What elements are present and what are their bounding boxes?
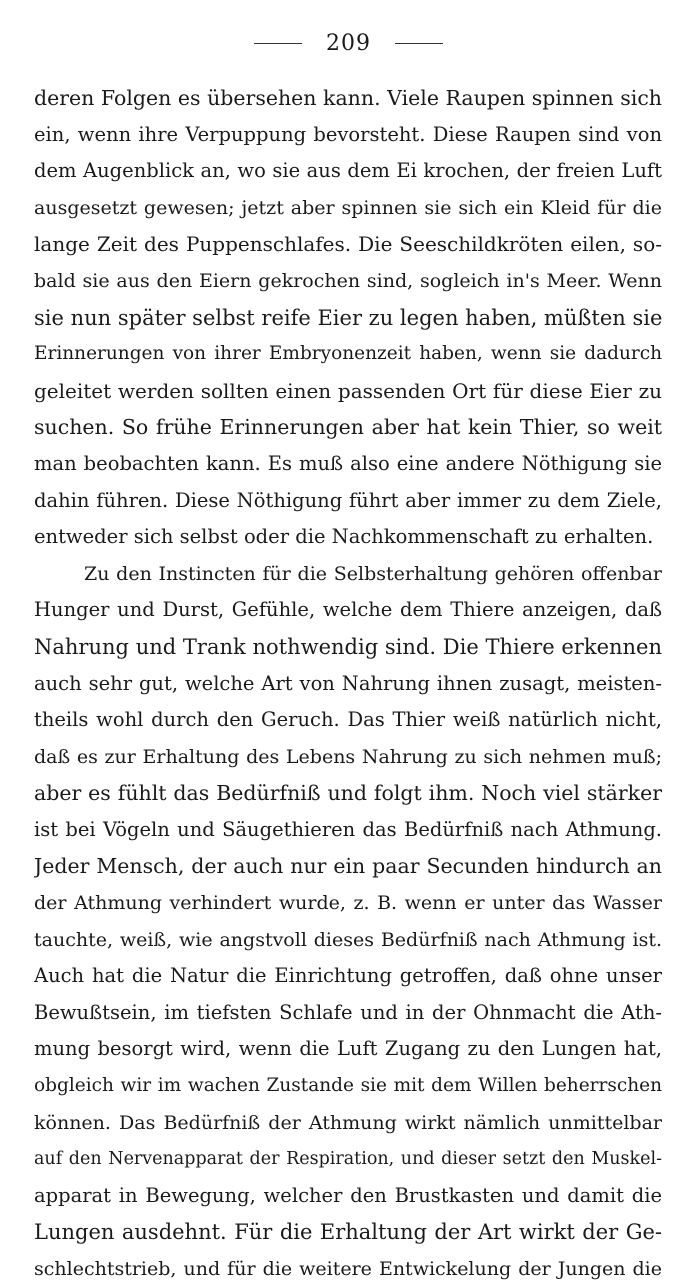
text-line: daß es zur Erhaltung des Lebens Nahrung zu sich nehmen muß;	[34, 745, 662, 768]
text-line: auch sehr gut, welche Art von Nahrung ihnen zusagt, meisten-	[34, 671, 662, 695]
text-line: Auch hat die Natur die Einrichtung getroffen, daß ohne unser	[34, 964, 662, 988]
text-line: aber es fühlt das Bedürfniß und folgt ihm. Noch viel stärker	[34, 781, 662, 806]
text-line: Bewußtsein, im tiefsten Schlafe und in der Ohnmacht die Ath-	[34, 1000, 662, 1024]
text-line: man beobachten kann. Es muß also eine andere Nöthigung sie	[34, 451, 662, 475]
text-line: ein, wenn ihre Verpuppung bevorsteht. Diese Raupen sind von	[34, 122, 662, 146]
text-line: Jeder Mensch, der auch nur ein paar Secunden hindurch an	[34, 854, 662, 879]
page-number: 209	[326, 30, 371, 56]
text-line: suchen. So frühe Erinnerungen aber hat kein Thier, so weit	[34, 415, 662, 440]
header-rule-right	[395, 43, 443, 44]
text-line: sie nun später selbst reife Eier zu legen haben, müßten sie	[34, 305, 662, 330]
text-line: Hunger und Durst, Gefühle, welche dem Thiere anzeigen, daß	[34, 598, 662, 622]
body-text	[34, 80, 662, 1288]
text-line: entweder sich selbst oder die Nachkommenschaft zu erhalten.	[34, 525, 654, 549]
text-line: ausgesetzt gewesen; jetzt aber spinnen sie sich ein Kleid für die	[34, 196, 662, 219]
text-line: theils wohl durch den Geruch. Das Thier weiß natürlich nicht,	[34, 708, 662, 732]
text-line: Erinnerungen von ihrer Embryonenzeit haben, wenn sie dadurch	[34, 343, 662, 365]
text-line: Nahrung und Trank nothwendig sind. Die Thiere erkennen	[34, 634, 662, 659]
text-line: lange Zeit des Puppenschlafes. Die Seeschildkröten eilen, so-	[34, 232, 662, 257]
text-line: Zu den Instincten für die Selbsterhaltung gehören offenbar	[84, 562, 662, 585]
page-header	[0, 28, 697, 58]
header-rule-left	[254, 43, 302, 44]
text-line: tauchte, weiß, wie angstvoll dieses Bedürfniß nach Athmung ist.	[34, 928, 662, 951]
text-line: ist bei Vögeln und Säugethieren das Bedürfniß nach Athmung.	[34, 817, 662, 841]
text-line: mung besorgt wird, wenn die Luft Zugang zu den Lungen hat,	[34, 1037, 662, 1061]
text-line: geleitet werden sollten einen passenden Ort für diese Eier zu	[34, 378, 662, 403]
text-line: dahin führen. Diese Nöthigung führt aber immer zu dem Ziele,	[34, 488, 662, 512]
text-line: auf den Nervenapparat der Respiration, und dieser setzt den Muskel-	[34, 1149, 662, 1170]
text-line: Lungen ausdehnt. Für die Erhaltung der Art wirkt der Ge-	[34, 1220, 662, 1245]
text-line: schlechtstrieb, und für die weitere Entwickelung der Jungen die	[34, 1258, 662, 1280]
text-line: bald sie aus den Eiern gekrochen sind, sogleich in's Meer. Wenn	[34, 269, 662, 292]
text-line: können. Das Bedürfniß der Athmung wirkt nämlich unmittelbar	[34, 1111, 662, 1134]
text-line: obgleich wir im wachen Zustande sie mit dem Willen beherrschen	[34, 1075, 662, 1097]
text-line: apparat in Bewegung, welcher den Brustkasten und damit die	[34, 1183, 662, 1207]
text-line: dem Augenblick an, wo sie aus dem Ei krochen, der freien Luft	[34, 159, 662, 183]
text-line: der Athmung verhindert wurde, z. B. wenn er unter das Wasser	[34, 892, 662, 915]
text-line: deren Folgen es übersehen kann. Viele Raupen spinnen sich	[34, 86, 662, 110]
